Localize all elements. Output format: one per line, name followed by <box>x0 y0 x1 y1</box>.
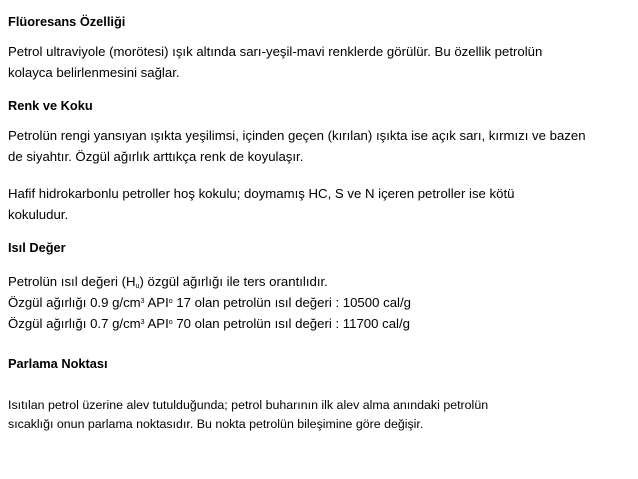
row1-degree-superscript: o <box>168 298 173 305</box>
color-text-line-2: de siyahtır. Özgül ağırlık arttıkça renk de koyulaşır. <box>8 149 304 164</box>
heading-color-odor: Renk ve Koku <box>8 98 93 113</box>
row1-cube-superscript: 3 <box>140 298 145 305</box>
heading-heat-value: Isıl Değer <box>8 240 66 255</box>
heat-value-row-1 <box>8 295 411 311</box>
row2-pre: Özgül ağırlığı 0.7 g/cm <box>8 316 141 331</box>
row2-degree-superscript: o <box>168 319 173 326</box>
odor-text-line-2: kokuludur. <box>8 207 69 222</box>
row1-pre: Özgül ağırlığı 0.9 g/cm <box>8 295 141 310</box>
row2-cube-superscript: 3 <box>140 319 145 326</box>
heading-fluorescence: Flüoresans Özelliği <box>8 14 126 29</box>
row2-api: API <box>144 316 169 331</box>
odor-text-line-1: Hafif hidrokarbonlu petroller hoş kokulu; doymamış HC, S ve N içeren petroller ise kötü <box>8 186 515 201</box>
flash-point-text-line-1: Isıtılan petrol üzerine alev tutulduğunda; petrol buharının ilk alev alma anındaki petrolün <box>8 398 489 412</box>
heat-value-text-pre: Petrolün ısıl değeri (H <box>8 274 136 289</box>
row2-post: 70 olan petrolün ısıl değeri : 11700 cal/g <box>172 316 410 331</box>
fluorescence-text-line-1: Petrol ultraviyole (morötesi) ışık altında sarı-yeşil-mavi renklerde görülür. Bu özellik petrolün <box>8 44 543 59</box>
heat-value-text-post: ) özgül ağırlığı ile ters orantılıdır. <box>139 274 328 289</box>
hu-subscript: u <box>135 283 140 290</box>
color-text-line-1: Petrolün rengi yansıyan ışıkta yeşilimsi, içinden geçen (kırılan) ışıkta ise açık sarı, kırmızı ve bazen <box>8 128 586 143</box>
fluorescence-text-line-2: kolayca belirlenmesini sağlar. <box>8 65 180 80</box>
heading-flash-point: Parlama Noktası <box>8 356 108 371</box>
heat-value-text-line <box>8 274 328 290</box>
row1-post: 17 olan petrolün ısıl değeri : 10500 cal/g <box>172 295 411 310</box>
flash-point-text-line-2: sıcaklığı onun parlama noktasıdır. Bu nokta petrolün bileşimine göre değişir. <box>8 417 424 431</box>
heat-value-row-2 <box>8 316 410 332</box>
row1-api: API <box>144 295 169 310</box>
